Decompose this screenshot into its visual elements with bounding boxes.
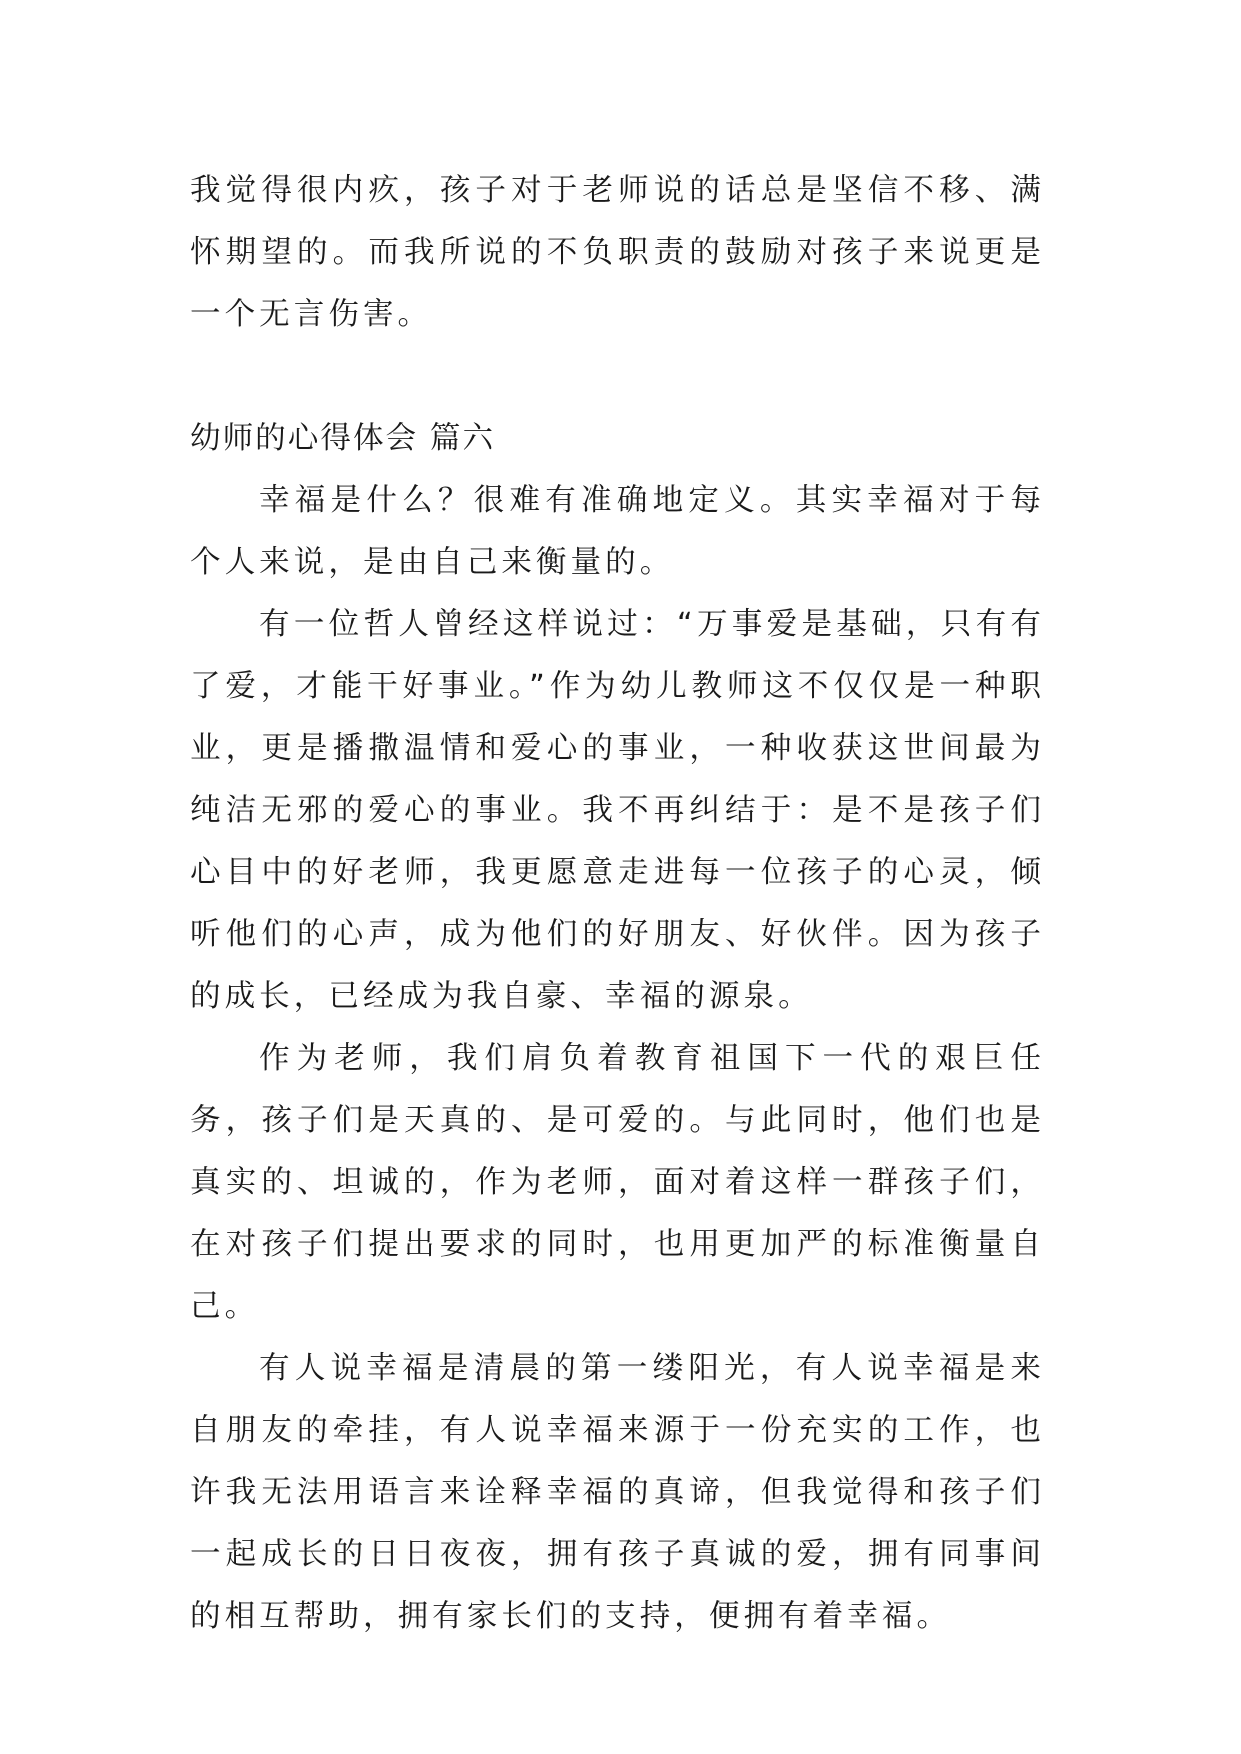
document-body — [190, 160, 1045, 1648]
body-paragraph-1: 幸福是什么？很难有准确地定义。其实幸福对于每个人来说，是由自己来衡量的。 — [190, 483, 1045, 580]
body-paragraph-4: 有人说幸福是清晨的第一缕阳光，有人说幸福是来自朋友的牵挂，有人说幸福来源于一份充实的工作，也许我无法用语言来诠释幸福的真谛，但我觉得和孩子们一起成长的日日夜夜，拥有孩子真诚的爱，拥有同事间的相互帮助，拥有家长们的支持，便拥有着幸福。 — [190, 1351, 1045, 1634]
body-paragraph-3: 作为老师，我们肩负着教育祖国下一代的艰巨任务，孩子们是天真的、是可爱的。与此同时，他们也是真实的、坦诚的，作为老师，面对着这样一群孩子们，在对孩子们提出要求的同时，也用更加严的标准衡量自己。 — [190, 1041, 1045, 1324]
body-paragraph-2: 有一位哲人曾经这样说过：“万事爱是基础，只有有了爱，才能干好事业。”作为幼儿教师这不仅仅是一种职业，更是播撒温情和爱心的事业，一种收获这世间最为纯洁无邪的爱心的事业。我不再纠结于：是不是孩子们心目中的好老师，我更愿意走进每一位孩子的心灵，倾听他们的心声，成为他们的好朋友、好伙伴。因为孩子的成长，已经成为我自豪、幸福的源泉。 — [190, 607, 1045, 1014]
section-gap — [190, 346, 1045, 408]
continued-paragraph: 我觉得很内疚，孩子对于老师说的话总是坚信不移、满怀期望的。而我所说的不负职责的鼓励对孩子来说更是一个无言伤害。 — [190, 173, 1045, 332]
section-title: 幼师的心得体会 篇六 — [190, 421, 496, 456]
